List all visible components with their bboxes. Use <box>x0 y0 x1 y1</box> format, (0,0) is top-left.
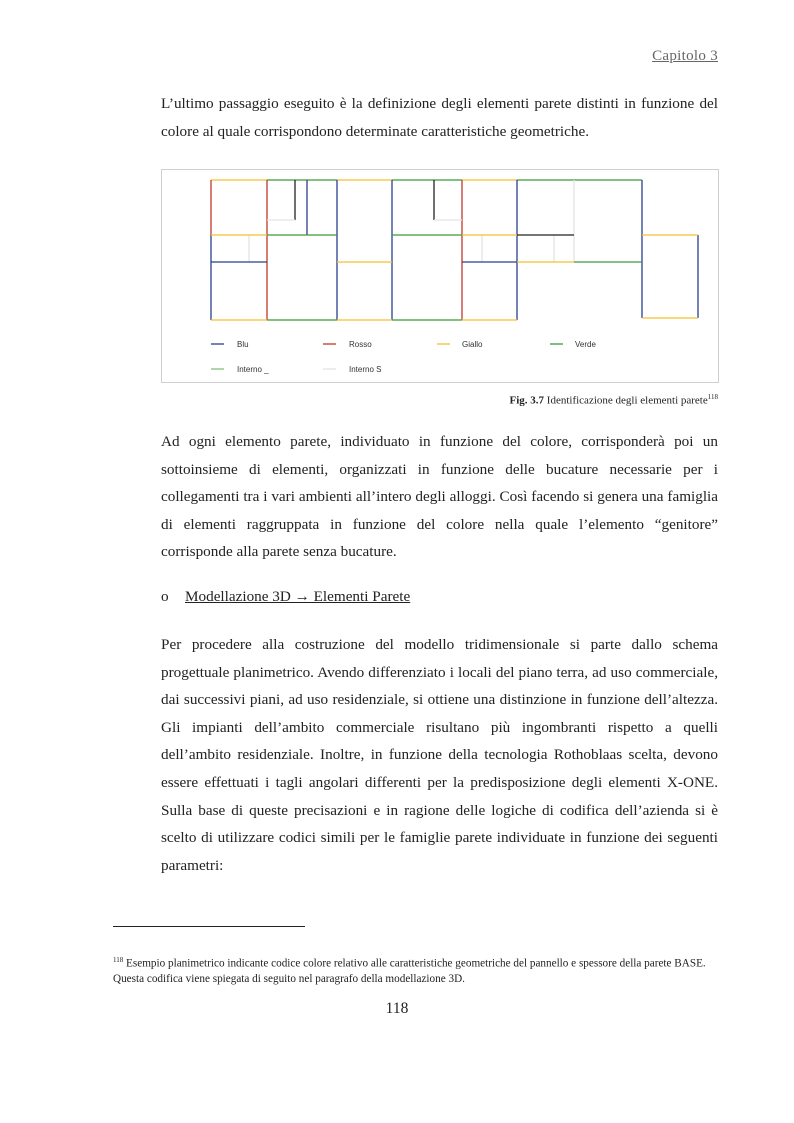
wall-elements-figure <box>161 169 719 383</box>
footnote-text: Esempio planimetrico indicante codice colore relativo alle caratteristiche geometriche del pannello e spessore della parete BASE. Questa codifica viene spiegata di seguito nel paragrafo della modellazione 3D. <box>113 957 706 985</box>
legend-label-3: Verde <box>575 340 596 349</box>
chapter-header: Capitolo 3 <box>652 48 718 64</box>
figure-caption-text: Identificazione degli elementi parete <box>544 394 708 407</box>
floor-plan-diagram <box>162 170 718 382</box>
legend-label-4: Interno _ <box>237 365 269 374</box>
footnote-ref[interactable]: 118 <box>707 393 718 401</box>
footnote <box>113 953 718 987</box>
legend-label-2: Giallo <box>462 340 483 349</box>
intro-paragraph: L’ultimo passaggio eseguito è la definizione degli elementi parete distinti in funzione del colore al quale corrispondono determinate caratteristiche geometriche. <box>161 95 718 140</box>
legend-label-0: Blu <box>237 340 249 349</box>
page-number: 118 <box>385 1000 409 1017</box>
legend-label-1: Rosso <box>349 340 372 349</box>
figure-label: Fig. 3.7 <box>509 394 545 407</box>
body-paragraph-2: Per procedere alla costruzione del modello tridimensionale si parte dallo schema progettuale planimetrico. Avendo differenziato i locali del piano terra, ad uso commerciale, dai successivi piani, ad uso residenziale, si ottiene una distinzione in funzione dell’altezza. Gli impianti dell’ambito commerciale risultano più ingombranti rispetto a quelli dell’ambito residenziale. Inoltre, in funzione della tecnologia Rothoblaas scelta, devono essere effettuati i tagli angolari differenti per la predisposizione degli elementi X-ONE. Sulla base di queste precisazioni e in ragione delle logiche di codifica dell’azienda si è scelto di utilizzare codici simili per le famiglie parete individuate in funzione dei seguenti parametri: <box>161 636 718 874</box>
legend <box>211 340 596 374</box>
footnote-divider <box>113 926 305 927</box>
legend-label-5: Interno S <box>349 365 382 374</box>
figure-caption <box>510 393 718 407</box>
section-title: Modellazione 3D → Elementi Parete <box>185 588 411 605</box>
bullet-marker: o <box>161 588 169 605</box>
section-heading <box>161 588 410 606</box>
footnote-number: 118 <box>113 956 124 964</box>
floor-plan <box>211 180 698 320</box>
body-paragraph-1: Ad ogni elemento parete, individuato in funzione del colore, corrisponderà poi un sottoinsieme di elementi, organizzati in funzione delle bucature necessarie per i collegamenti tra i vari ambienti all’intero degli alloggi. Così facendo si genera una famiglia di elementi raggruppata in funzione del colore nella quale l’elemento “genitore” corrisponde alla parete senza bucature. <box>161 433 718 561</box>
